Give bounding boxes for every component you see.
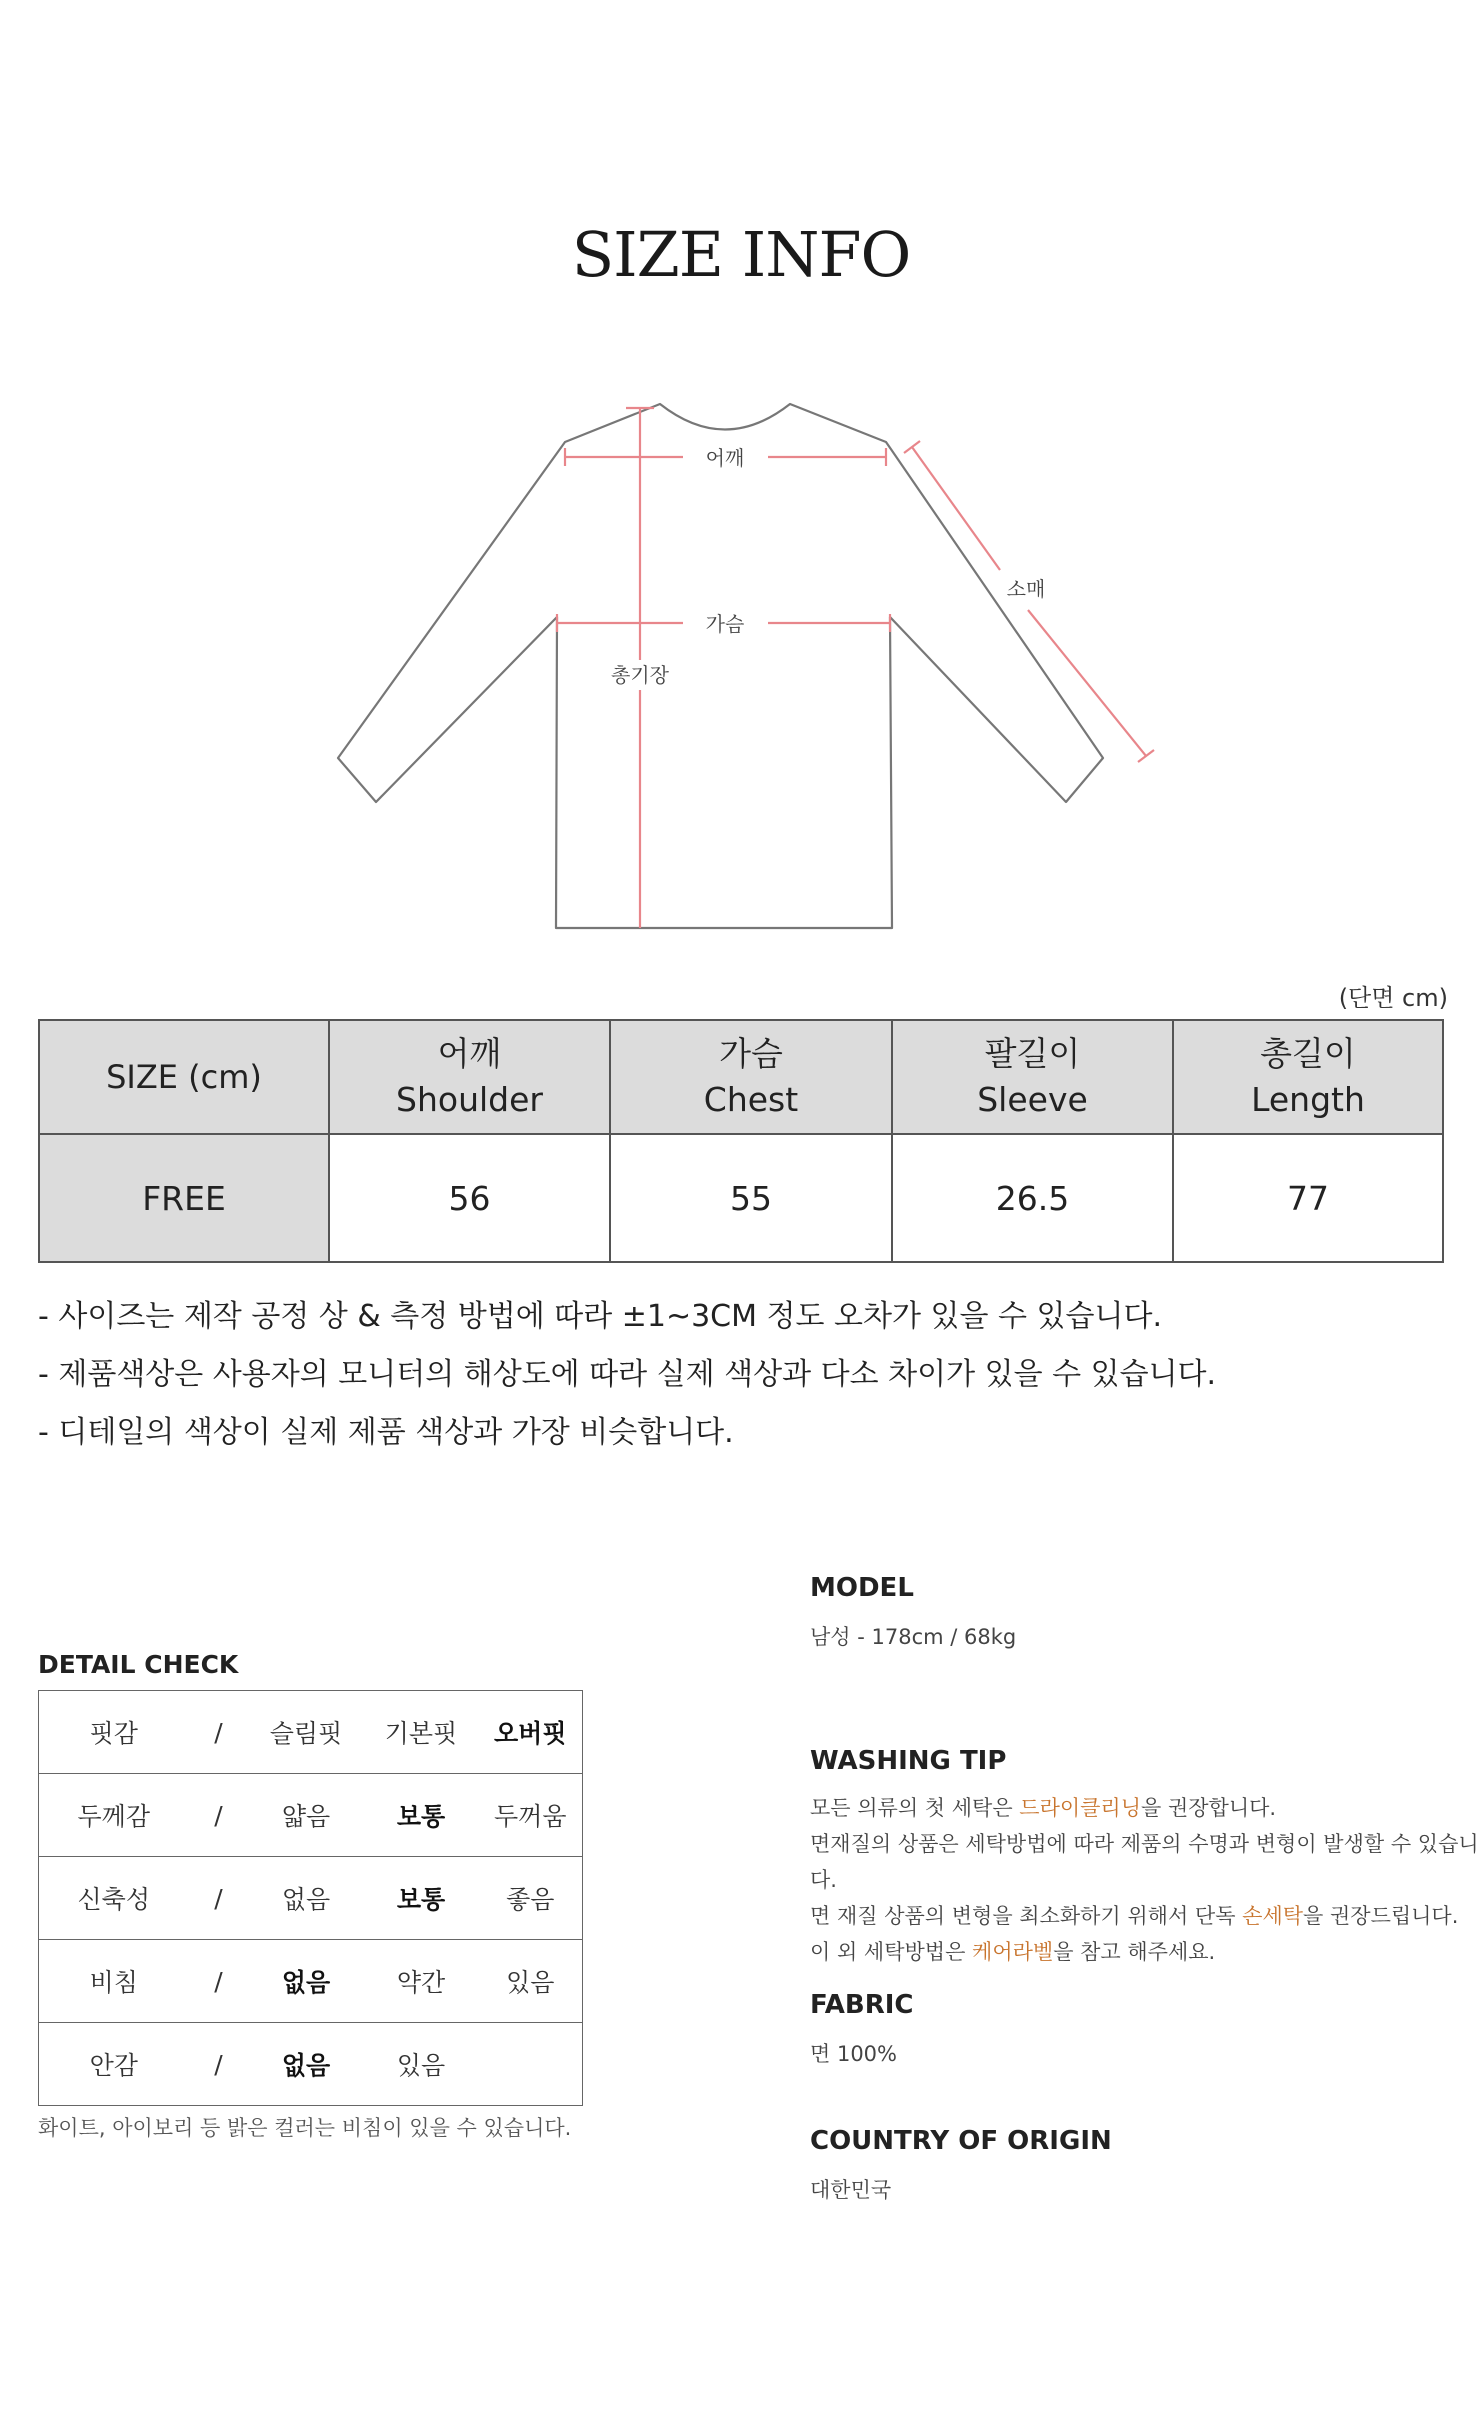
detail-option: 좋음 [479, 1857, 583, 1940]
shoulder-label: 어깨 [705, 446, 745, 470]
detail-separator: / [189, 1940, 249, 2023]
detail-separator: / [189, 1691, 249, 1774]
fabric-text: 면 100% [810, 2042, 897, 2066]
fabric-label: FABRIC [810, 1990, 914, 2020]
size-table [38, 1019, 1444, 1263]
detail-option: 얇음 [249, 1774, 364, 1857]
washing-highlight: 케어라벨 [972, 1940, 1054, 1964]
washing-text: 이 외 세탁방법은 [810, 1940, 973, 1964]
model-text: 남성 - 178cm / 68kg [810, 1625, 1017, 1649]
detail-option: 있음 [364, 2023, 479, 2106]
shoulder-header-en: Shoulder [396, 1080, 543, 1119]
sleeve-value-cell: 26.5 [892, 1134, 1173, 1262]
detail-option: 슬림핏 [249, 1691, 364, 1774]
detail-option [479, 2023, 583, 2106]
detail-name: 안감 [39, 2023, 189, 2106]
table-row [39, 1857, 583, 1940]
chest-header-en: Chest [703, 1080, 799, 1119]
washing-tip-line [810, 1790, 1482, 1826]
sleeve-header-ko: 팔길이 [984, 1034, 1081, 1073]
detail-name: 비침 [39, 1940, 189, 2023]
sleeve-header-en: Sleeve [977, 1080, 1088, 1119]
origin-label: COUNTRY OF ORIGIN [810, 2126, 1112, 2156]
washing-highlight: 손세탁 [1242, 1904, 1304, 1928]
sleeve-label: 소매 [1006, 577, 1046, 601]
detail-check-label: DETAIL CHECK [38, 1650, 239, 1679]
washing-text: 을 권장드립니다. [1303, 1904, 1459, 1928]
detail-option: 약간 [364, 1940, 479, 2023]
size-notes [38, 1288, 1216, 1462]
table-row [39, 2023, 583, 2106]
detail-check-note: 화이트, 아이보리 등 밝은 컬러는 비침이 있을 수 있습니다. [38, 2116, 572, 2140]
table-row [39, 1940, 583, 2023]
model-section [810, 1573, 1016, 1655]
washing-text: 을 권장합니다. [1141, 1796, 1277, 1820]
length-label: 총기장 [611, 663, 669, 687]
list-item: - 디테일의 색상이 실제 제품 색상과 가장 비슷합니다. [38, 1415, 734, 1450]
shoulder-header-cell [329, 1020, 610, 1134]
list-item: - 제품색상은 사용자의 모니터의 해상도에 따라 실제 색상과 다소 차이가 있을 수 있습니다. [38, 1357, 1217, 1392]
washing-text: 을 참고 해주세요. [1053, 1940, 1216, 1964]
chest-value-cell: 55 [610, 1134, 892, 1262]
sleeve-header-cell [892, 1020, 1173, 1134]
length-value-cell: 77 [1173, 1134, 1443, 1262]
detail-name: 신축성 [39, 1857, 189, 1940]
origin-section [810, 2126, 1112, 2208]
detail-name: 두께감 [39, 1774, 189, 1857]
chest-header-cell [610, 1020, 892, 1134]
detail-separator: / [189, 2023, 249, 2106]
washing-text: 면 재질 상품의 변형을 최소화하기 위해서 단독 [810, 1904, 1243, 1928]
detail-separator: / [189, 1857, 249, 1940]
length-header-cell [1173, 1020, 1443, 1134]
list-item: - 사이즈는 제작 공정 상 & 측정 방법에 따라 ±1~3CM 정도 오차가 있을 수 있습니다. [38, 1299, 1162, 1334]
unit-note: (단면 cm) [1338, 984, 1448, 1012]
detail-option-selected: 오버핏 [479, 1691, 583, 1774]
table-row [39, 1691, 583, 1774]
size-value-cell: FREE [39, 1134, 329, 1262]
detail-option-selected: 보통 [364, 1857, 479, 1940]
length-header-ko: 총길이 [1260, 1034, 1356, 1073]
detail-separator: / [189, 1774, 249, 1857]
detail-option: 두꺼움 [479, 1774, 583, 1857]
chest-header-ko: 가슴 [719, 1034, 783, 1073]
detail-option-selected: 없음 [249, 2023, 364, 2106]
washing-tip-label: WASHING TIP [810, 1746, 1007, 1776]
page-title: SIZE INFO [571, 218, 911, 291]
detail-option-selected: 없음 [249, 1940, 364, 2023]
detail-option: 있음 [479, 1940, 583, 2023]
size-header-cell: SIZE (cm) [39, 1020, 329, 1134]
sleeve-measure-line-top [912, 447, 1000, 570]
length-header-en: Length [1251, 1080, 1365, 1119]
washing-tip-line [810, 1934, 1482, 1970]
detail-option: 없음 [249, 1857, 364, 1940]
chest-label: 가슴 [705, 612, 745, 636]
washing-tip-section [810, 1746, 1482, 1970]
detail-check-table [38, 1690, 583, 2106]
model-label: MODEL [810, 1573, 914, 1603]
table-row [39, 1134, 1443, 1262]
shoulder-header-ko: 어깨 [437, 1034, 502, 1073]
fabric-section [810, 1990, 914, 2072]
washing-tip-lines [810, 1790, 1482, 1970]
washing-tip-line [810, 1826, 1482, 1898]
garment-outline [338, 404, 1103, 928]
table-row [39, 1774, 583, 1857]
washing-text: 모든 의류의 첫 세탁은 [810, 1796, 1020, 1820]
washing-tip-line [810, 1898, 1482, 1934]
washing-highlight: 드라이클리닝 [1019, 1796, 1141, 1820]
detail-option: 기본핏 [364, 1691, 479, 1774]
washing-text: 면재질의 상품은 세탁방법에 따라 제품의 수명과 변형이 발생할 수 있습니다. [810, 1832, 1479, 1892]
detail-name: 핏감 [39, 1691, 189, 1774]
garment-measure-diagram [320, 390, 1180, 950]
detail-option-selected: 보통 [364, 1774, 479, 1857]
size-table-header [39, 1020, 1443, 1134]
origin-text: 대한민국 [810, 2178, 892, 2202]
shoulder-value-cell: 56 [329, 1134, 610, 1262]
